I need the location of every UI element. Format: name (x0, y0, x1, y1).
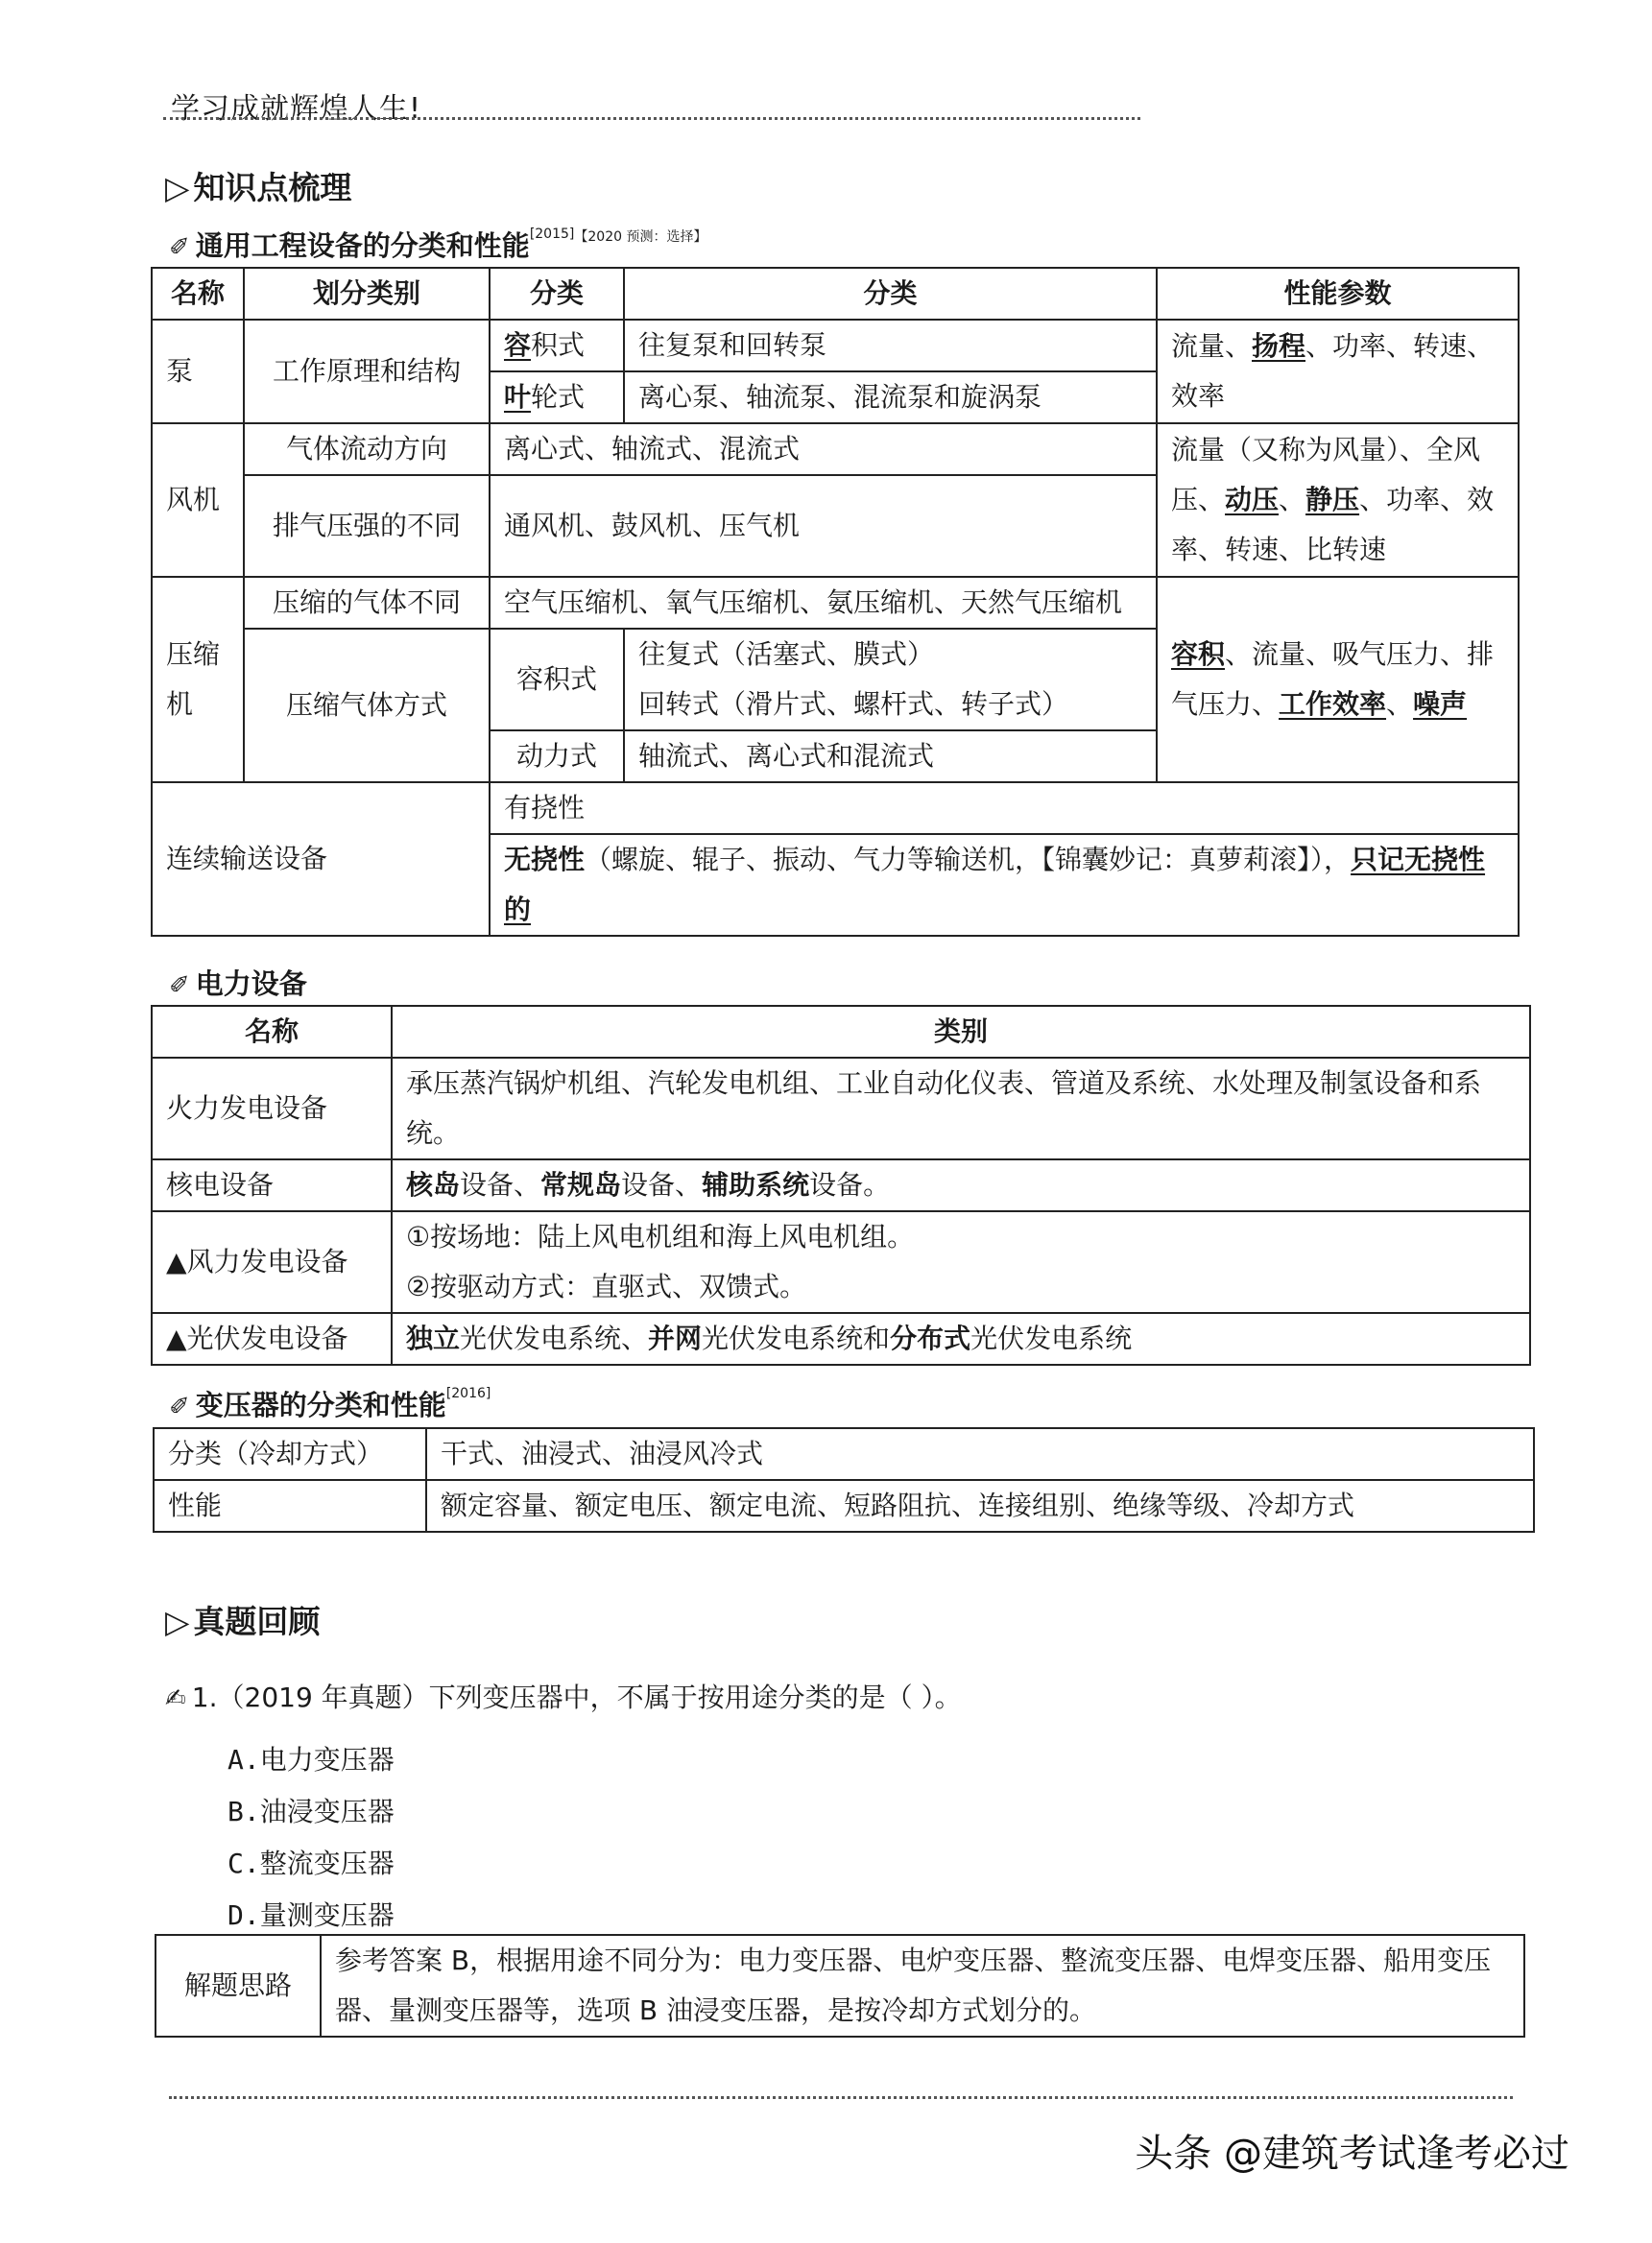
conveyor-name: 连续输送设备 (152, 782, 490, 936)
col-header-type: 分类 (490, 268, 624, 320)
table-row (152, 1058, 1530, 1159)
pv-name: ▲光伏发电设备 (152, 1313, 392, 1365)
pump-type-impeller: 叶轮式 (490, 371, 624, 423)
table1-title: ✐ 通用工程设备的分类和性能$^{[2015]【2020 预测:选择】}$ (169, 227, 707, 262)
compressor-basis-method: 压缩气体方式 (244, 629, 490, 782)
option-b: B.油浸变压器 (227, 1796, 395, 1827)
triangle-icon: ▷ (165, 169, 190, 206)
thermal-name: 火力发电设备 (152, 1058, 392, 1159)
pump-items-positive: 往复泵和回转泵 (624, 320, 1157, 371)
table-row (154, 1428, 1534, 1480)
section-title-review: ▷ 真题回顾 (165, 1603, 321, 1640)
col-header-category: 类别 (392, 1006, 1530, 1058)
fan-basis-pressure: 排气压强的不同 (244, 475, 490, 577)
pv-text: 独立光伏发电系统、并网光伏发电系统和分布式光伏发电系统 (392, 1313, 1530, 1365)
answer-label: 解题思路 (156, 1935, 321, 2037)
col-header-name: 名称 (152, 1006, 392, 1058)
table3-title: ✐ 变压器的分类和性能[2016] (169, 1386, 491, 1421)
col-header-class: 分类 (624, 268, 1157, 320)
compressor-items-positive: 往复式（活塞式、膜式） 回转式（滑片式、螺杆式、转子式） (624, 629, 1157, 730)
answer-box (155, 1934, 1525, 2038)
compressor-performance: 容积、流量、吸气压力、排气压力、工作效率、噪声 (1157, 577, 1519, 782)
option-d: D.量测变压器 (227, 1899, 395, 1931)
question-stem: ✍ 1.（2019 年真题）下列变压器中，不属于按用途分类的是（ ）。 (165, 1682, 962, 1713)
writing-hand-icon: ✍ (165, 1684, 186, 1713)
fan-items-flow: 离心式、轴流式、混流式 (490, 423, 1157, 475)
table-row (152, 1313, 1530, 1365)
transformer-table (153, 1427, 1535, 1533)
pen-icon: ✐ (169, 233, 190, 262)
fan-items-pressure: 通风机、鼓风机、压气机 (490, 475, 1157, 577)
col-header-name: 名称 (152, 268, 244, 320)
nuclear-name: 核电设备 (152, 1159, 392, 1211)
col-header-basis: 划分类别 (244, 268, 490, 320)
fan-name: 风机 (152, 423, 244, 577)
table-row (152, 577, 1519, 629)
watermark: 头条 @建筑考试逢考必过 (1135, 2132, 1569, 2176)
compressor-basis-gas: 压缩的气体不同 (244, 577, 490, 629)
pen-icon: ✐ (169, 971, 190, 1000)
col-header-performance: 性能参数 (1157, 268, 1519, 320)
pump-name: 泵 (152, 320, 244, 423)
compressor-type-dynamic: 动力式 (490, 730, 624, 782)
table-row (154, 1480, 1534, 1532)
transformer-class-label: 分类（冷却方式） (154, 1428, 426, 1480)
table-row (152, 1211, 1530, 1313)
equipment-table (151, 267, 1520, 937)
transformer-perf-label: 性能 (154, 1480, 426, 1532)
table-header-row (152, 1006, 1530, 1058)
section-title-knowledge: ▷ 知识点梳理 (165, 169, 352, 206)
fan-performance: 流量（又称为风量）、全风压、动压、静压、功率、效率、转速、比转速 (1157, 423, 1519, 577)
option-c: C.整流变压器 (227, 1848, 395, 1879)
header-divider (163, 117, 1140, 120)
thermal-text: 承压蒸汽锅炉机组、汽轮发电机组、工业自动化仪表、管道及系统、水处理及制氢设备和系统。 (392, 1058, 1530, 1159)
conveyor-rigid: 无挠性（螺旋、辊子、振动、气力等输送机，【锦囊妙记：真萝莉滚】），只记无挠性的 (490, 834, 1519, 936)
conveyor-flexible: 有挠性 (490, 782, 1519, 834)
pump-type-positive: 容积式 (490, 320, 624, 371)
compressor-items-dynamic: 轴流式、离心式和混流式 (624, 730, 1157, 782)
table-row (152, 423, 1519, 475)
pump-items-impeller: 离心泵、轴流泵、混流泵和旋涡泵 (624, 371, 1157, 423)
pump-basis: 工作原理和结构 (244, 320, 490, 423)
transformer-perf-text: 额定容量、额定电压、额定电流、短路阻抗、连接组别、绝缘等级、冷却方式 (426, 1480, 1534, 1532)
table-row (152, 320, 1519, 371)
table-row (152, 1159, 1530, 1211)
compressor-name: 压缩机 (152, 577, 244, 782)
table-header-row (152, 268, 1519, 320)
nuclear-text: 核岛设备、常规岛设备、辅助系统设备。 (392, 1159, 1530, 1211)
table-row (156, 1935, 1524, 2037)
wind-text: ①按场地：陆上风电机组和海上风电机组。 ②按驱动方式：直驱式、双馈式。 (392, 1211, 1530, 1313)
table-row (152, 782, 1519, 834)
compressor-type-positive: 容积式 (490, 629, 624, 730)
footer-divider (169, 2096, 1513, 2099)
header-slogan: 学习成就辉煌人生! (171, 92, 422, 126)
triangle-icon: ▷ (165, 1603, 190, 1640)
pump-performance: 流量、扬程、功率、转速、效率 (1157, 320, 1519, 423)
power-equipment-table (151, 1005, 1531, 1366)
table2-title: ✐ 电力设备 (169, 967, 307, 1000)
fan-basis-flow: 气体流动方向 (244, 423, 490, 475)
answer-text: 参考答案 B，根据用途不同分为：电力变压器、电炉变压器、整流变压器、电焊变压器、船用变压器、量测变压器等，选项 B 油浸变压器，是按冷却方式划分的。 (321, 1935, 1524, 2037)
wind-name: ▲风力发电设备 (152, 1211, 392, 1313)
compressor-items-gas: 空气压缩机、氧气压缩机、氨压缩机、天然气压缩机 (490, 577, 1157, 629)
option-a: A.电力变压器 (227, 1744, 395, 1776)
transformer-class-text: 干式、油浸式、油浸风冷式 (426, 1428, 1534, 1480)
pen-icon: ✐ (169, 1393, 190, 1421)
